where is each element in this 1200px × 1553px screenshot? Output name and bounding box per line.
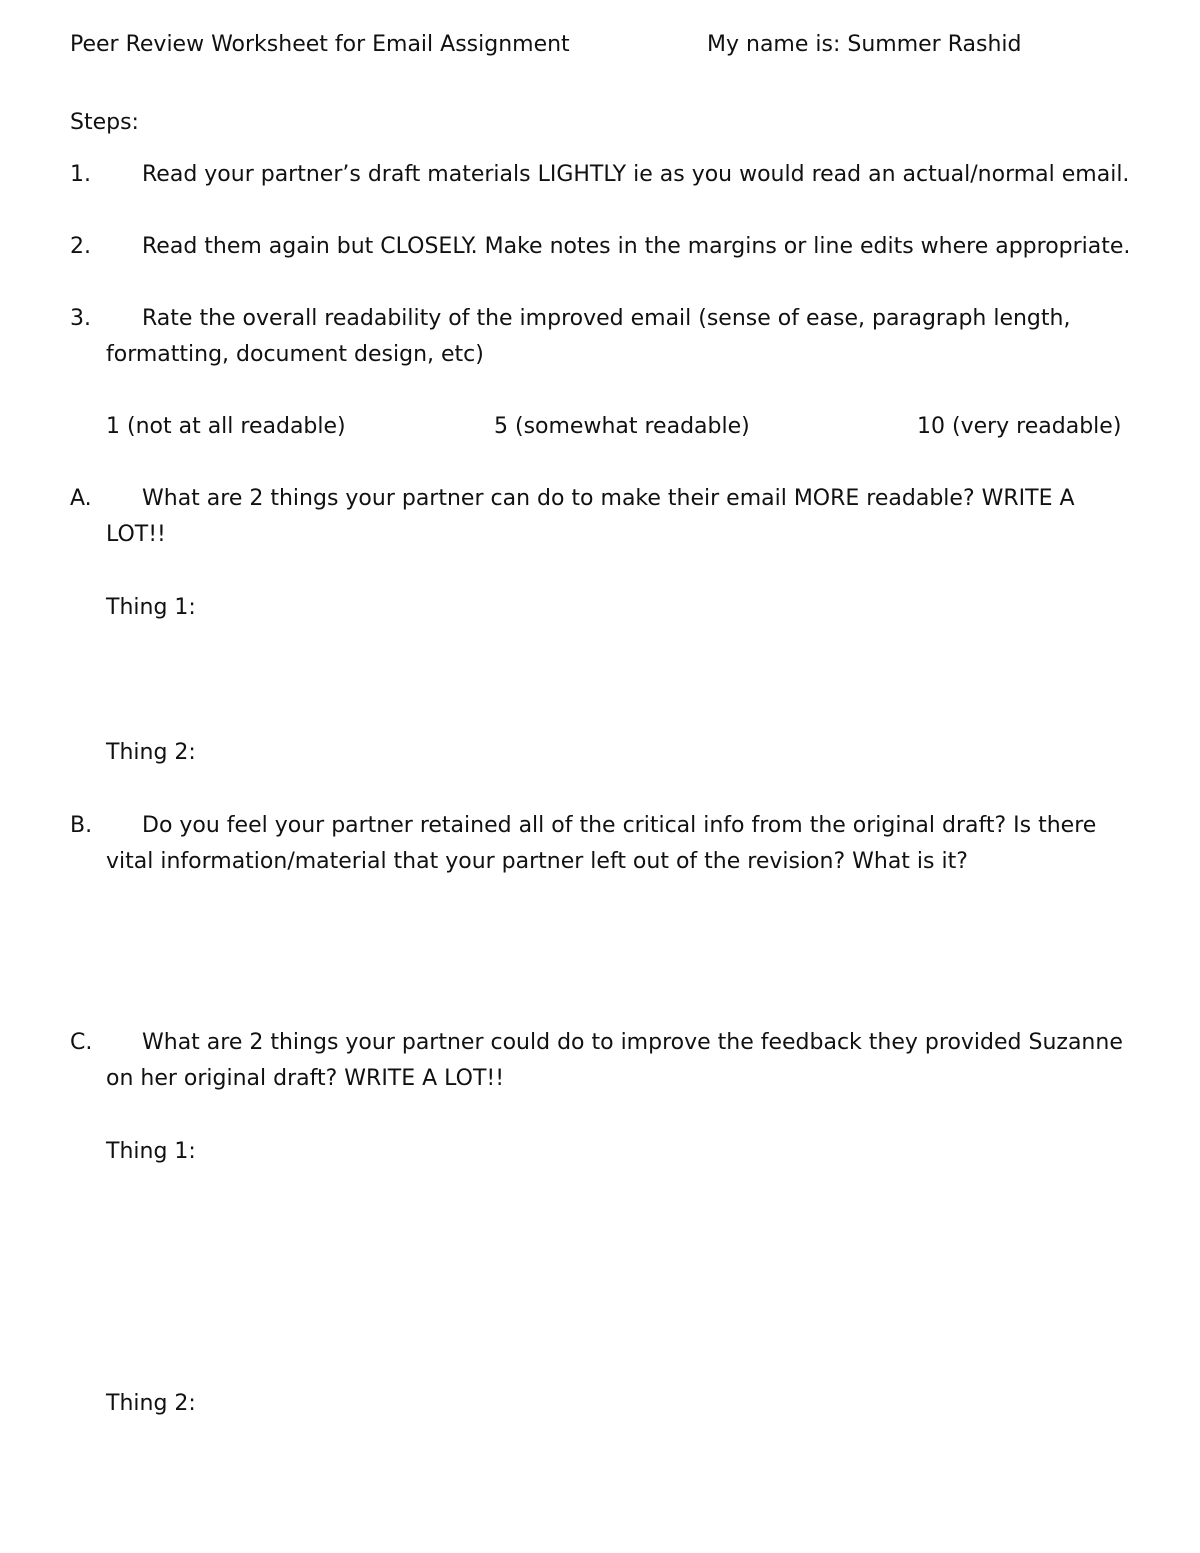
question-marker: C. (70, 1030, 93, 1055)
step-number: 1. (70, 162, 91, 187)
step-number: 2. (70, 234, 91, 259)
step-text: Read them again but CLOSELY. Make notes in the margins or line edits where appropriate. (142, 234, 1131, 259)
worksheet-title: Peer Review Worksheet for Email Assignment (70, 32, 570, 57)
student-name: My name is: Summer Rashid (707, 32, 1022, 57)
step-text: Rate the overall readability of the improved email (sense of ease, paragraph length, formatting, document design, etc) (106, 306, 1071, 367)
steps-heading: Steps: (70, 110, 139, 135)
question-marker: B. (70, 813, 93, 838)
answer-label-thing-1: Thing 1: (106, 1139, 196, 1164)
answer-label-thing-2: Thing 2: (106, 1391, 196, 1416)
step-text: Read your partner’s draft materials LIGHTLY ie as you would read an actual/normal email. (142, 162, 1130, 187)
scale-low-label: 1 (not at all readable) (106, 414, 346, 439)
step-item (70, 301, 1140, 373)
step-item (70, 229, 1140, 265)
question-text: What are 2 things your partner could do to improve the feedback they provided Suzanne on her original draft? WRITE A LOT!! (106, 1030, 1123, 1091)
step-item (70, 157, 1140, 193)
scale-mid-label: 5 (somewhat readable) (494, 414, 750, 439)
question-text: Do you feel your partner retained all of the critical info from the original draft? Is there vital information/material that your partner left out of the revision? What is it? (106, 813, 1097, 874)
question-text: What are 2 things your partner can do to make their email MORE readable? WRITE A LOT!! (106, 486, 1075, 547)
answer-label-thing-1: Thing 1: (106, 595, 196, 620)
scale-high-label: 10 (very readable) (917, 414, 1122, 439)
step-number: 3. (70, 306, 91, 331)
question-c (70, 1025, 1140, 1097)
question-a (70, 481, 1140, 553)
question-b (70, 808, 1140, 880)
question-marker: A. (70, 486, 92, 511)
answer-label-thing-2: Thing 2: (106, 740, 196, 765)
